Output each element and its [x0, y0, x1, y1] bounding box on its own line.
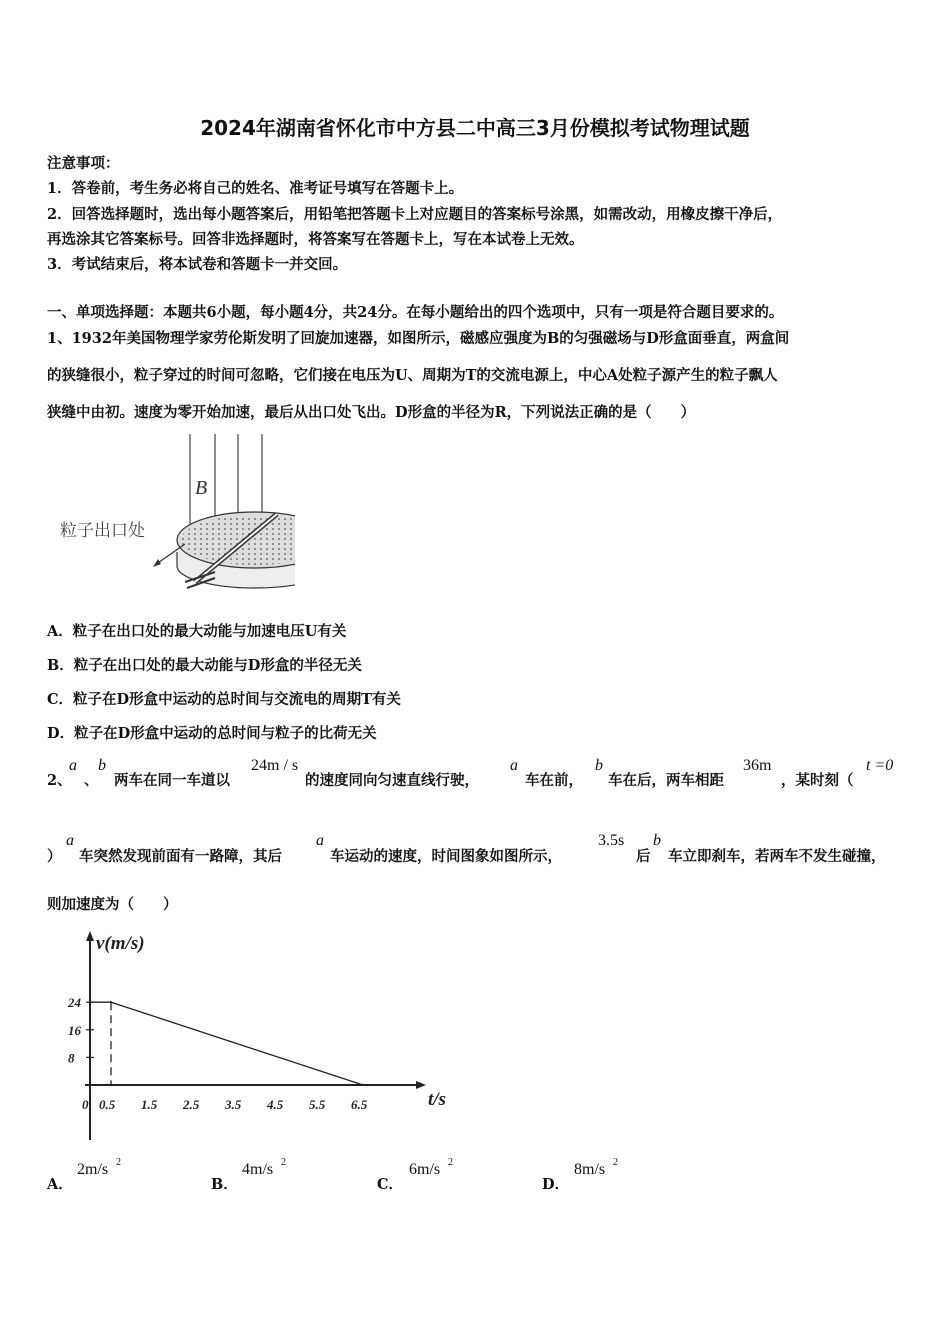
x-tick-label: 0.5 — [99, 1097, 116, 1112]
q2-t-zero: t =0 — [866, 757, 894, 774]
q2-option-d-letter: D． — [542, 1176, 570, 1193]
q2-option-b-exp: 2 — [281, 1157, 286, 1168]
x-axis-arrow — [416, 1081, 426, 1089]
q2-var-b-3: b — [653, 832, 661, 849]
x-tick-label: 2.5 — [183, 1097, 200, 1112]
q1-line-1: 1、1932年美国物理学家劳伦斯发明了回旋加速器，如图所示，磁感应强度为B的匀强磁场与D形盒面垂直，两盒间 — [47, 330, 790, 347]
y-axis-label: v(m/s) — [96, 933, 145, 954]
y-tick-label: 24 — [68, 995, 81, 1011]
q2-option-d-value: 8m/s — [574, 1161, 606, 1178]
velocity-series-line — [90, 1002, 363, 1085]
q2-text-5: ，某时刻（ — [781, 772, 854, 789]
q2-var-b-2: b — [595, 757, 603, 774]
velocity-time-chart — [60, 925, 480, 1150]
q1-line-3: 狭缝中由初。速度为零开始加速，最后从出口处飞出。D形盒的半径为R，下列说法正确的是（ ） — [47, 404, 696, 421]
q2-option-c-exp: 2 — [448, 1157, 453, 1168]
note-1: 1．答卷前，考生务必将自己的姓名、准考证号填写在答题卡上。 — [47, 180, 464, 197]
q2-var-a-4: a — [316, 832, 324, 849]
cyclotron-figure — [55, 432, 295, 592]
x-tick-label: 1.5 — [141, 1097, 158, 1112]
y-tick-label: 8 — [68, 1050, 75, 1066]
x-tick-label: 6.5 — [351, 1097, 368, 1112]
notes-heading: 注意事项： — [47, 155, 120, 172]
q2-option-b-letter: B． — [211, 1176, 238, 1193]
x-tick-label: 5.5 — [309, 1097, 326, 1112]
q2-number: 2、 — [47, 772, 72, 789]
q2-text-10: 则加速度为（ ） — [47, 896, 178, 913]
x-tick-label: 0 — [82, 1097, 89, 1112]
note-2a: 2．回答选择题时，选出每小题答案后，用铅笔把答题卡上对应题目的答案标号涂黑，如需改动，用橡皮擦干净后， — [47, 206, 783, 223]
q1-line-2: 的狭缝很小，粒子穿过的时间可忽略，它们接在电压为U、周期为T的交流电源上，中心A处粒子源产生的粒子飘人 — [47, 367, 778, 384]
q2-distance: 36m — [743, 757, 772, 774]
q2-paren: ） — [47, 848, 62, 865]
q1-option-b: B．粒子在出口处的最大动能与D形盒的半径无关 — [47, 657, 362, 674]
section-heading: 一、单项选择题：本题共6小题，每小题4分，共24分。在每小题给出的四个选项中，只有一项是符合题目要求的。 — [47, 304, 784, 321]
q2-option-a-exp: 2 — [116, 1157, 121, 1168]
x-axis-label: t/s — [428, 1089, 446, 1110]
q2-text-8: 后 — [636, 848, 651, 865]
q2-text-6: 车突然发现前面有一路障，其后 — [79, 848, 282, 865]
q2-text-2: 的速度同向匀速直线行驶， — [305, 772, 479, 789]
q1-option-d: D．粒子在D形盒中运动的总时间与粒子的比荷无关 — [47, 725, 377, 742]
q2-option-a-value: 2m/s — [77, 1161, 109, 1178]
q1-option-c: C．粒子在D形盒中运动的总时间与交流电的周期T有关 — [47, 691, 401, 708]
q2-time: 3.5s — [598, 832, 625, 849]
q2-separator: 、 — [84, 772, 99, 789]
q2-var-a-2: a — [510, 757, 518, 774]
q2-speed: 24m / s — [251, 757, 299, 774]
page-title: 2024年湖南省怀化市中方县二中高三3月份模拟考试物理试题 — [200, 116, 750, 140]
y-axis-arrow — [86, 931, 94, 941]
data-point — [110, 1001, 112, 1003]
particle-exit-label: 粒子出口处 — [60, 521, 145, 540]
x-tick-label: 3.5 — [225, 1097, 242, 1112]
magnetic-field-label: B — [195, 477, 208, 499]
data-point — [89, 1001, 91, 1003]
q2-text-7: 车运动的速度，时间图象如图所示， — [330, 848, 562, 865]
note-2b: 再选涂其它答案标号。回答非选择题时，将答案写在答题卡上，写在本试卷上无效。 — [47, 231, 584, 248]
q2-options — [47, 1157, 747, 1200]
d-shaped-boxes — [177, 512, 295, 588]
q2-text-1: 两车在同一车道以 — [114, 772, 230, 789]
q2-text-9: 车立即刹车，若两车不发生碰撞， — [668, 848, 886, 865]
q2-var-a: a — [69, 757, 77, 774]
note-3: 3．考试结束后，将本试卷和答题卡一并交回。 — [47, 256, 348, 273]
q2-text-4: 车在后，两车相距 — [608, 772, 724, 789]
q2-option-b-value: 4m/s — [242, 1161, 274, 1178]
q2-var-b: b — [98, 757, 106, 774]
q2-option-c-letter: C． — [377, 1176, 404, 1193]
y-tick-label: 16 — [68, 1022, 81, 1038]
q2-text-3: 车在前， — [525, 772, 583, 789]
data-point — [362, 1084, 364, 1086]
q2-option-a-letter: A． — [47, 1176, 73, 1193]
q2-option-d-exp: 2 — [613, 1157, 618, 1168]
q2-option-c-value: 6m/s — [409, 1161, 441, 1178]
x-tick-label: 4.5 — [267, 1097, 284, 1112]
q1-option-a: A．粒子在出口处的最大动能与加速电压U有关 — [47, 623, 347, 640]
q2-var-a-3: a — [66, 832, 74, 849]
